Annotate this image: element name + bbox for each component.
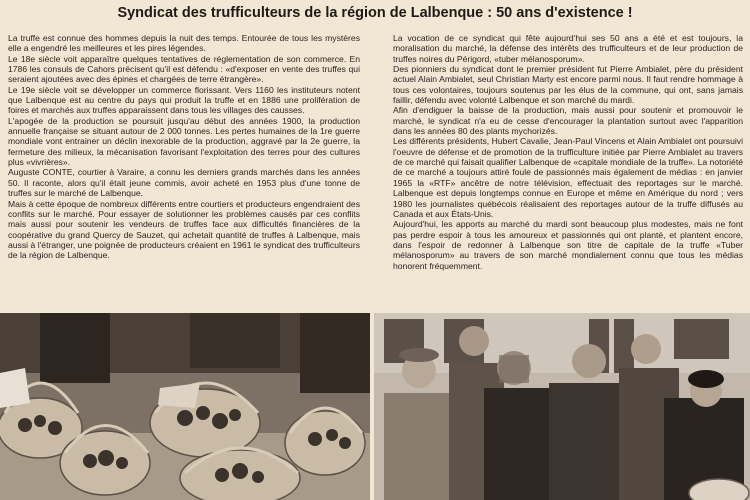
paragraph: Des pionniers du syndicat dont le premier président fut Pierre Ambialet, père du président actuel Alain Ambialet, seul Christian Marty est encore parmi nous. Il faut rendre hommage à tous ces volontaires, toujours soutenus par les élus de la commune, qui ont, sans jamais faillir, défendu avec volonté Lalbenque et son marché du mardi. bbox=[393, 64, 743, 106]
paragraph: Auguste CONTE, courtier à Varaire, a connu les derniers grands marchés dans les années 50. Il raconte, alors qu'il était jeune commis, avoir acheté en 1953 plus d'une tonne de truffes sur le marché de Lalbenque. bbox=[8, 167, 360, 199]
right-text-column bbox=[393, 33, 743, 313]
paragraph: La truffe est connue des hommes depuis la nuit des temps. Entourée de tous les mystères elle a engendré les meilleures et les pires légendes. bbox=[8, 33, 360, 54]
left-text-column bbox=[8, 33, 360, 313]
paragraph: Le 19e siècle voit se développer un commerce florissant. Vers 1160 les instituteurs notent que Lalbenque est au centre du pays qui produit la truffe et en 1886 une prolifération de foires et marchés aux truffes apparaissent dans tous les villages des causses. bbox=[8, 84, 360, 116]
paragraph: Mais à cette époque de nombreux différents entre courtiers et producteurs engendraient des conflits sur le marché. Pour essayer de solutionner les problèmes causés par ces conflits mais aussi pour soutenir les vendeurs de truffes face aux difficultés financières de la coopérative du grand Quercy de Sauzet, qui achetait quantité de truffes à Lalbenque, mais aussi à l'étranger, une poignée de producteurs créaient en 1961 le syndicat des trufficulteurs de la région de Lalbenque. bbox=[8, 198, 360, 261]
paragraph: Aujourd'hui, les apports au marché du mardi sont beaucoup plus modestes, mais ne font pas perdre espoir à tous les amoureux et passionnés qui ont planté, et plantent encore, dans l'espoir de redonner à Lalbenque son titre de capitale de la truffe «Tuber mélanosporum» au travers de son marché mondialement connu que tous les médias honorent fréquemment. bbox=[393, 219, 743, 271]
paragraph: La vocation de ce syndicat qui fête aujourd'hui ses 50 ans a été et est toujours, la moralisation du marché, la défense des intérêts des trufficulteurs et de leur production de truffes noires du Périgord, «tuber mélanosporum». bbox=[393, 33, 743, 64]
article-title: Syndicat des trufficulteurs de la région de Lalbenque : 50 ans d'existence ! bbox=[117, 5, 633, 21]
paragraph: Afin d'endiguer la baisse de la production, mais aussi pour soutenir et promouvoir le marché, le syndicat n'a eu de cesse d'encourager la plantation surtout avec l'apparition dans les années 80 des plants mychorizés. bbox=[393, 105, 743, 137]
paragraph: Les différents présidents, Hubert Cavalie, Jean-Paul Vincens et Alain Ambialet ont poursuivi l'oeuvre de défense et de promotion de la trufficulture initiée par Pierre Ambialet au travers de ce marché qui faisait qualifier Lalbenque de «capitale mondiale de la truffe». La notoriété de ce marché a toujours attiré foule de passionnés mais également de médias : en janvier 1965 la «RTF» ancêtre de notre télévision, effectuait des reportages sur le marché. Lalbenque est depuis longtemps connue en Europe et même en Amérique du nord ; vers 1980 les journalistes québécois réalisaient des reportages autour de la truffe diffusés au Canada et aux États-Unis. bbox=[393, 136, 743, 219]
truffle-baskets-photo bbox=[0, 313, 370, 500]
paragraph: Le 18e siècle voit apparaître quelques tentatives de réglementation de son commerce. En 1786 les consuls de Cahors précisent qu'il est défendu : «d'exposer en vente des truffes qui seraient ajoutées avec des épines et chargées de terre étrangère». bbox=[8, 53, 360, 85]
market-people-photo bbox=[374, 313, 750, 500]
paragraph: L'apogée de la production se poursuit jusqu'au début des années 1900, la production annuelle française se situant autour de 2 000 tonnes. Les pertes humaines de la 1re guerre mondiale vont entrainer un déclin inexorable de la production, aggravé par la 2e guerre, la fermeture des milieux, la mécanisation favorisant l'exploitation des terres pour des cultures plus «vivrières». bbox=[8, 115, 360, 168]
